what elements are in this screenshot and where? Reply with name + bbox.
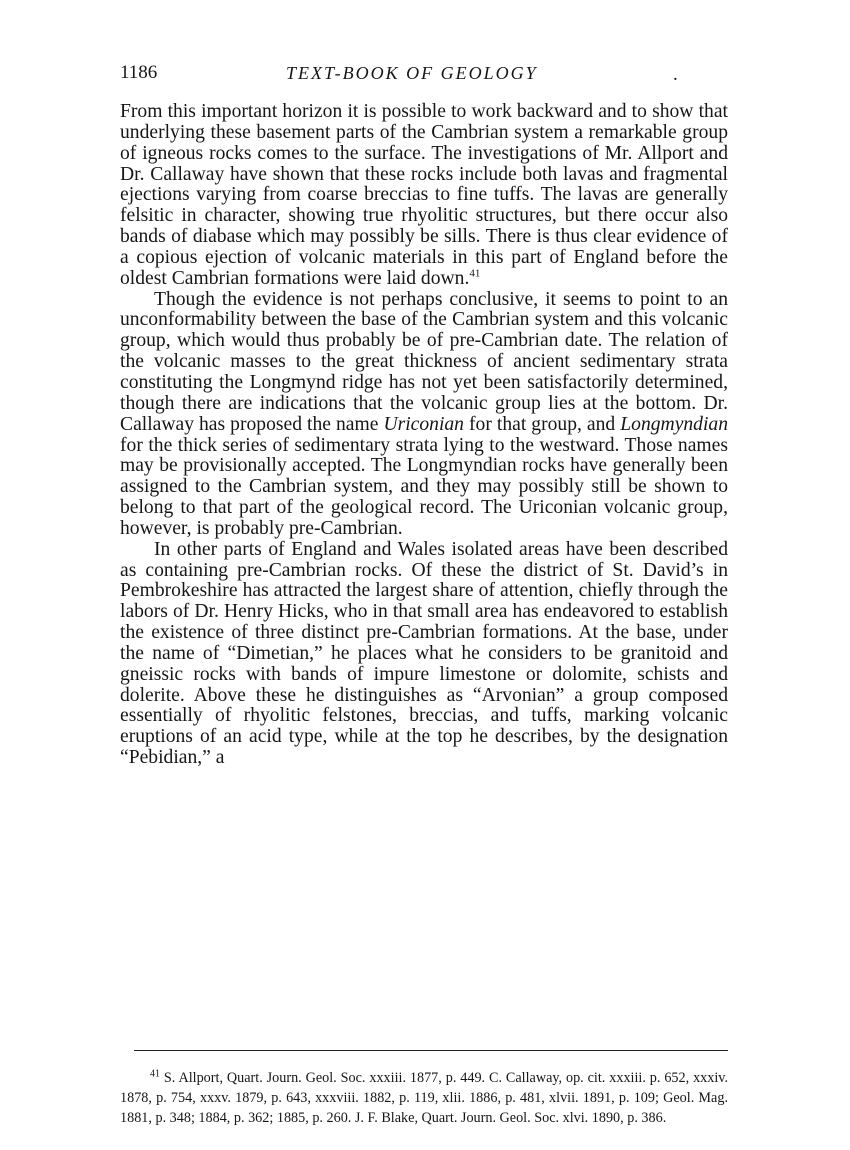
page-number: 1186 — [120, 62, 158, 83]
book-page — [120, 58, 728, 1138]
term-longmyndian: Longmyndian — [620, 413, 729, 435]
paragraph-2-text-c: for the thick series of sedimentary strata lying to the westward. Those names may be provisionally accepted. The Longmyndian rocks have generally been assigned to the Cambrian system, and they may possibly still be shown to belong to that part of the geological record. The Uriconian volcanic group, however, is probably pre-Cambrian. — [120, 434, 728, 539]
running-title: TEXT-BOOK OF GEOLOGY — [286, 63, 538, 83]
footnote-rule — [134, 1050, 728, 1051]
paragraph-3-text: In other parts of England and Wales isolated areas have been described as containing pre-Cambrian rocks. Of these the district of St. David’s in Pembrokeshire has attracted the largest share of attention, chiefly through the labors of Dr. Henry Hicks, who in that small area has endeavored to establish the existence of three distinct pre-Cambrian formations. At the base, under the name of “Dimetian,” he places what he considers to be granitoid and gneissic rocks with bands of impure limestone or dolomite, schists and dolerite. Above these he distinguishes as “Arvonian” a group composed essentially of rhyolitic felstones, breccias, and tuffs, marking volcanic eruptions of an acid type, while at the top he describes, by the designation “Pebidian,” a — [120, 538, 728, 769]
footnote-text: S. Allport, Quart. Journ. Geol. Soc. xxxiii. 1877, p. 449. C. Callaway, op. cit. xxxiii. p. 652, xxxiv. 1878, p. 754, xxxv. 1879, p. 643, xxxviii. 1882, p. 119, xlii. 1886, p. 481, xlvii. 1891, p. 109; Geol. Mag. 1881, p. 348; 1884, p. 362; 1885, p. 260. J. F. Blake, Quart. Journ. Geol. Soc. xlvi. 1890, p. 386. — [120, 1070, 729, 1126]
footnote — [120, 1068, 728, 1128]
running-head — [120, 58, 728, 88]
term-uriconian: Uriconian — [383, 413, 464, 435]
footnote-reference[interactable]: 41 — [469, 267, 481, 280]
paragraph-2 — [120, 290, 728, 540]
paragraph-1 — [120, 102, 728, 290]
header-mark: . — [673, 64, 678, 85]
paragraph-1-text: From this important horizon it is possible to work backward and to show that underlying these basement parts of the Cambrian system a remarkable group of igneous rocks comes to the surface. The investigations of Mr. Allport and Dr. Callaway have shown that these rocks include both lavas and fragmental ejections varying from coarse breccias to fine tuffs. The lavas are generally felsitic in character, showing true rhyolitic structures, but there occur also bands of diabase which may possibly be sills. There is thus clear evidence of a copious ejection of volcanic materials in this part of England before the oldest Cambrian formations were laid down. — [120, 101, 728, 289]
paragraph-3 — [120, 540, 728, 769]
paragraph-2-text-a: Though the evidence is not perhaps conclusive, it seems to point to an unconformability between the base of the Cambrian system and this volcanic group, which would thus probably be of pre-Cambrian date. The relation of the volcanic masses to the great thickness of ancient sedimentary strata constituting the Longmynd ridge has not yet been satisfactorily determined, though there are indications that the volcanic group lies at the bottom. Dr. Callaway has proposed the name — [120, 288, 728, 435]
footnote-mark: 41 — [150, 1068, 160, 1080]
paragraph-2-text-b: for that group, and — [469, 413, 616, 435]
body-text — [120, 102, 728, 769]
